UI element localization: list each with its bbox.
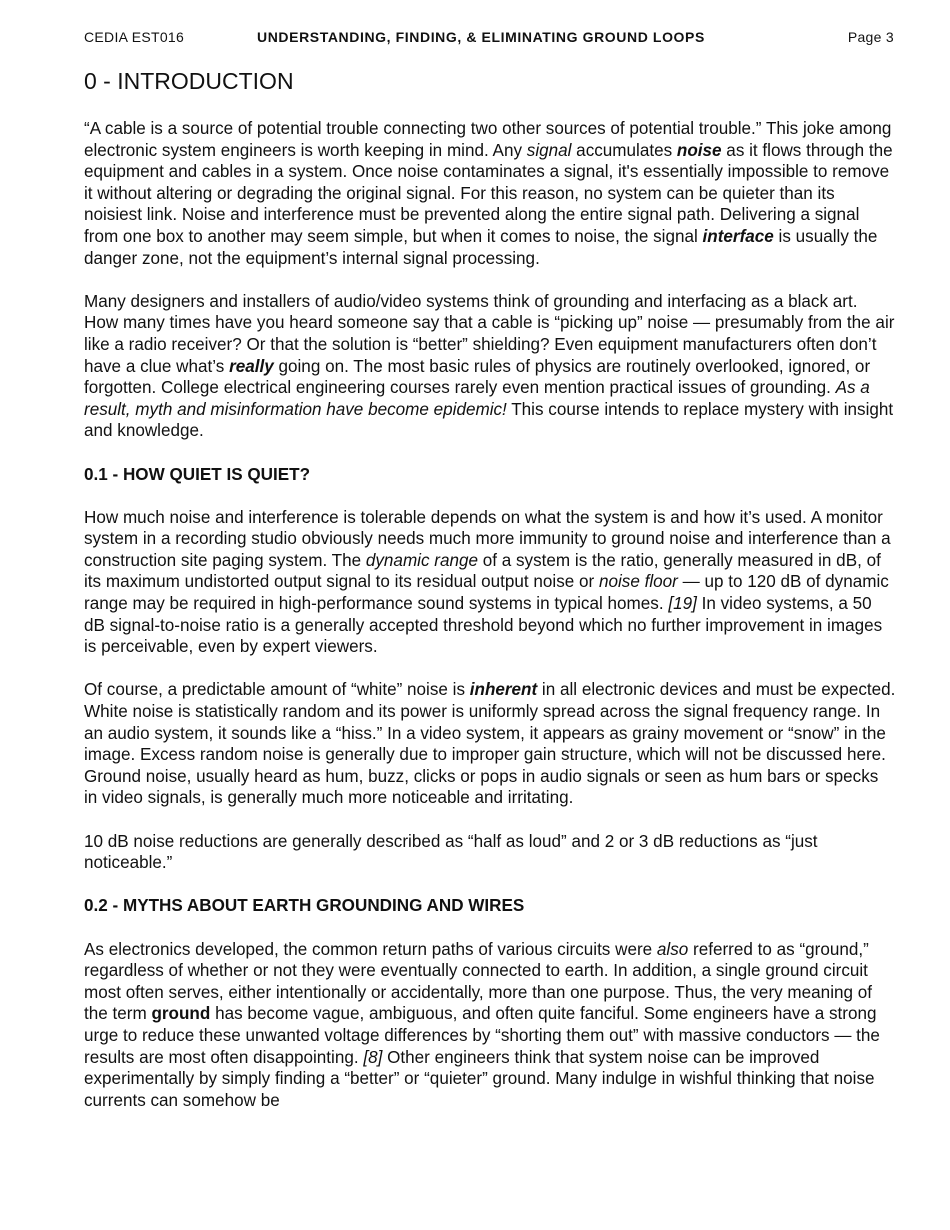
- emphasis-interface: interface: [702, 226, 774, 246]
- quiet-paragraph-2: Of course, a predictable amount of “white” noise is inherent in all electronic devices and must be expected. White noise is statistically random and its power is uniformly spread across the signal frequency range. In an audio system, it sounds like a “hiss.” In a video system, it appears as grainy movement or “snow” in the image. Excess random noise is generally due to improper gain structure, which will not be discussed here. Ground noise, usually heard as hum, buzz, clicks or pops in audio signals or seen as hum bars or specks in video signals, is generally much more noticeable and irritating.: [84, 680, 896, 808]
- page-header: [84, 29, 894, 47]
- section-heading-how-quiet: 0.1 - HOW QUIET IS QUIET?: [84, 464, 311, 484]
- section-heading-introduction: 0 - INTRODUCTION: [84, 68, 294, 94]
- quiet-paragraph-1: How much noise and interference is tolerable depends on what the system is and how it’s used. A monitor system in a recording studio obviously needs much more immunity to ground noise and interference than a construction site paging system. The dynamic range of a system is the ratio, generally measured in dB, of its maximum undistorted output signal to its residual output noise or noise floor — up to 120 dB of dynamic range may be required in high-performance sound systems in typical homes. [19] In video systems, a 50 dB signal-to-noise ratio is a generally accepted threshold beyond which no further improvement in images is perceivable, even by expert viewers.: [84, 507, 891, 657]
- citation-8: [8]: [363, 1047, 383, 1067]
- document-body: [84, 66, 896, 1133]
- section-heading-myths: 0.2 - MYTHS ABOUT EARTH GROUNDING AND WIRES: [84, 896, 525, 916]
- quiet-paragraph-3: 10 dB noise reductions are generally described as “half as loud” and 2 or 3 dB reductions as “just noticeable.”: [84, 831, 818, 873]
- document-title: UNDERSTANDING, FINDING, & ELIMINATING GROUND LOOPS: [257, 29, 705, 45]
- myths-paragraph-1: As electronics developed, the common return paths of various circuits were also referred to as “ground,” regardless of whether or not they were eventually connected to earth. In addition, a single ground circuit most often serves, either intentionally or accidentally, more than one purpose. Thus, the very meaning of the term ground has become vague, ambiguous, and often quite fanciful. Some engineers have a strong urge to reduce these unwanted voltage differences by “shorting them out” with massive conductors — the results are most often disappointing. [8] Other engineers think that system noise can be improved experimentally by simply finding a “better” or “quieter” ground. Many indulge in wishful thinking that noise currents can somehow be: [84, 939, 880, 1110]
- citation-19: [19]: [668, 594, 697, 614]
- emphasis-noise: noise: [676, 140, 722, 160]
- emphasis-signal: signal: [526, 140, 572, 160]
- emphasis-dynamic-range: dynamic range: [365, 550, 478, 570]
- document-code: CEDIA EST016: [84, 29, 185, 45]
- intro-paragraph-2: Many designers and installers of audio/video systems think of grounding and interfacing as a black art. How many times have you heard someone say that a cable is “picking up” noise — presumably from the air like a radio receiver? Or that the solution is “better” shielding? Even equipment manufacturers often don’t have a clue what’s really going on. The most basic rules of physics are routinely overlooked, ignored, or forgotten. College electrical engineering courses rarely even mention practical issues of grounding. As a result, myth and misinformation have become epidemic! This course intends to replace mystery with insight and knowledge.: [84, 291, 895, 441]
- emphasis-really: really: [229, 356, 274, 376]
- page-number: Page 3: [847, 29, 894, 45]
- emphasis-noise-floor: noise floor: [598, 572, 678, 592]
- intro-paragraph-1: “A cable is a source of potential trouble connecting two other sources of potential trouble.” This joke among electronic system engineers is worth keeping in mind. Any signal accumulates noise as it flows through the equipment and cables in a system. Once noise contaminates a signal, it's essentially impossible to remove it without altering or degrading the original signal. For this reason, no system can be quieter than its noisiest link. Noise and interference must be prevented along the entire signal path. Delivering a signal from one box to another may seem simple, but when it comes to noise, the signal interface is usually the danger zone, not the equipment’s internal signal processing.: [84, 119, 893, 268]
- emphasis-ground: ground: [151, 1004, 211, 1024]
- emphasis-inherent: inherent: [469, 680, 538, 700]
- emphasis-myth: As a result, myth and misinformation have become epidemic!: [84, 378, 870, 419]
- emphasis-also: also: [656, 939, 689, 959]
